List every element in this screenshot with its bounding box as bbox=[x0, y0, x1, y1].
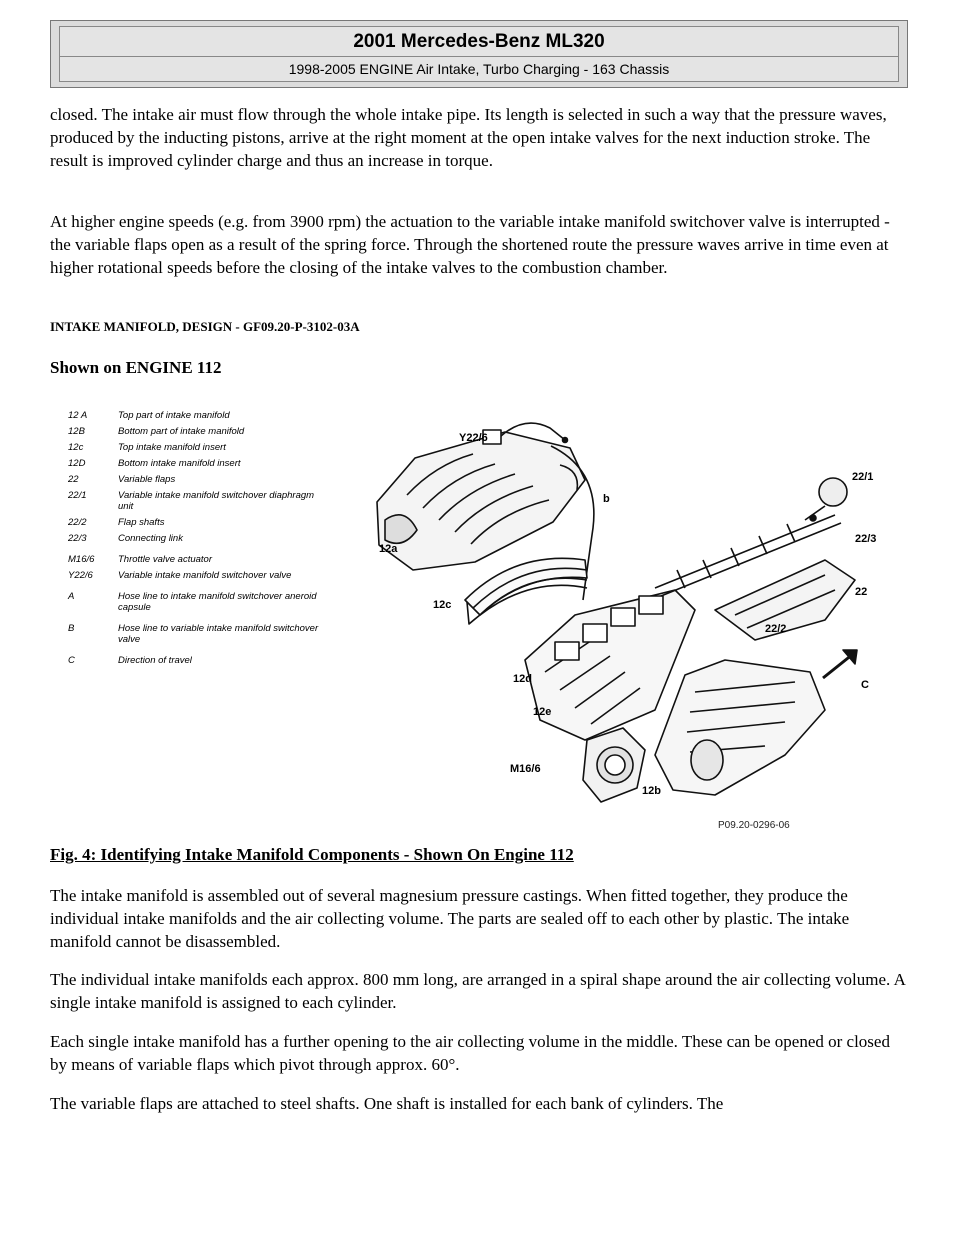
legend-item: C Direction of travel bbox=[68, 655, 192, 666]
intake-manifold-exploded-diagram bbox=[355, 410, 905, 822]
legend-item: 12c Top intake manifold insert bbox=[68, 442, 226, 453]
legend-item: 22/1 Variable intake manifold switchover diaphragm unit bbox=[68, 490, 315, 512]
callout-c: C bbox=[861, 679, 869, 691]
callout-12d: 12d bbox=[513, 673, 532, 685]
paragraph-continuation: closed. The intake air must flow through the whole intake pipe. Its length is selected in such a way that the pressure waves, produced by the inducting pistons, arrive at the right moment at the open intake valves for the next induction stroke. The result is improved cylinder charge and thus an increase in torque. bbox=[50, 105, 887, 170]
callout-12a: 12a bbox=[379, 543, 398, 555]
engine-subheading: Shown on ENGINE 112 bbox=[50, 358, 222, 377]
callout-22-3: 22/3 bbox=[855, 533, 877, 545]
section-heading: INTAKE MANIFOLD, DESIGN - GF09.20-P-3102-03A bbox=[50, 319, 360, 334]
legend-item: B Hose line to variable intake manifold switchover valve bbox=[68, 623, 319, 645]
legend-item: Y22/6 Variable intake manifold switchover valve bbox=[68, 570, 292, 581]
figure-caption: Fig. 4: Identifying Intake Manifold Components - Shown On Engine 112 bbox=[50, 845, 574, 864]
throttle-valve-actuator bbox=[583, 728, 645, 802]
legend-item: 22/3 Connecting link bbox=[68, 533, 183, 544]
callout-y22-6: Y22/6 bbox=[459, 432, 488, 444]
legend-item: 12D Bottom intake manifold insert bbox=[68, 458, 241, 469]
figure-reference-code: P09.20-0296-06 bbox=[718, 820, 790, 831]
callout-22-1: 22/1 bbox=[852, 471, 874, 483]
switchover-diaphragm-unit bbox=[805, 478, 847, 521]
top-intake-manifold-part bbox=[377, 432, 585, 570]
callout-12c: 12c bbox=[433, 599, 452, 611]
callout-12b: 12b bbox=[642, 785, 661, 797]
legend-item: 12 A Top part of intake manifold bbox=[68, 410, 230, 421]
callout-22: 22 bbox=[855, 586, 868, 598]
legend-item: M16/6 Throttle valve actuator bbox=[68, 554, 212, 565]
header-divider bbox=[60, 56, 898, 57]
bottom-intake-manifold-part bbox=[655, 660, 825, 795]
vehicle-title: 2001 Mercedes-Benz ML320 bbox=[353, 31, 605, 52]
callout-22-2: 22/2 bbox=[765, 623, 787, 635]
paragraph-assembly: The intake manifold is assembled out of several magnesium pressure castings. When fitted together, they produce the individual intake manifolds and the air collecting volume. The parts are sealed off to each other by plastic. The intake manifold cannot be disassembled. bbox=[50, 886, 850, 951]
page-header-inner bbox=[59, 26, 899, 82]
top-manifold-insert bbox=[465, 558, 587, 624]
legend-item: 22/2 Flap shafts bbox=[68, 517, 165, 528]
legend-item: 22 Variable flaps bbox=[68, 474, 176, 485]
intake-manifold-figure bbox=[60, 410, 920, 825]
legend-item: 12B Bottom part of intake manifold bbox=[68, 426, 245, 437]
callout-b: b bbox=[603, 493, 610, 505]
paragraph-high-speed: At higher engine speeds (e.g. from 3900 rpm) the actuation to the variable intake manifold switchover valve is interrupted - the variable flaps open as a result of the spring force. Through the shortened route the pressure waves arrive in time even at higher rotational speeds before the closing of the intake valves to the combustion chamber. bbox=[50, 212, 890, 277]
paragraph-shafts: The variable flaps are attached to steel shafts. One shaft is installed for each bank of cylinders. The bbox=[50, 1094, 724, 1113]
paragraph-spiral: The individual intake manifolds each approx. 800 mm long, are arranged in a spiral shape around the air collecting volume. A single intake manifold is assigned to each cylinder. bbox=[50, 970, 905, 1012]
figure-legend bbox=[68, 410, 328, 671]
section-subtitle: 1998-2005 ENGINE Air Intake, Turbo Charging - 163 Chassis bbox=[288, 61, 670, 77]
callout-12e: 12e bbox=[533, 706, 552, 718]
legend-item: A Hose line to intake manifold switchover aneroid capsule bbox=[68, 591, 317, 613]
paragraph-flaps: Each single intake manifold has a further opening to the air collecting volume in the middle. These can be opened or closed by means of variable flaps which pivot through approx. 60°. bbox=[50, 1032, 890, 1074]
direction-of-travel-arrow bbox=[823, 650, 857, 678]
page-header bbox=[50, 20, 908, 88]
callout-m16-6: M16/6 bbox=[510, 763, 541, 775]
